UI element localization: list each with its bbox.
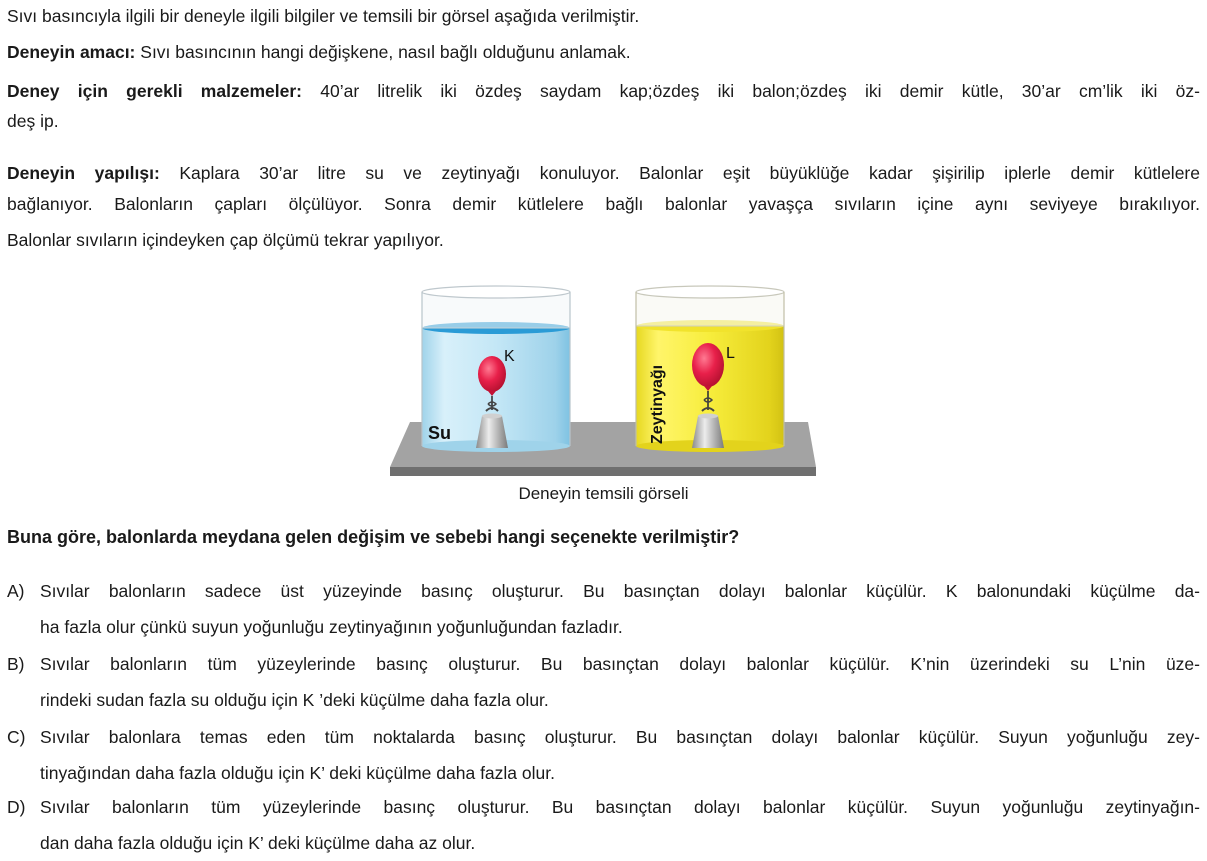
materials-label: Deney için gerekli malzemeler:	[7, 81, 302, 101]
option-c-letter: C)	[7, 727, 26, 747]
option-a-line2: ha fazla olur çünkü suyun yoğunluğu zeytinyağının yoğunluğundan fazladır.	[40, 617, 623, 637]
procedure-text-line1: Kaplara 30’ar litre su ve zeytinyağı konuluyor. Balonlar eşit büyüklüğe kadar şişirilip iplerle demir kütlelere	[179, 163, 1200, 183]
balloon-k	[478, 356, 506, 392]
option-a-line1: Sıvılar balonların sadece üst yüzeyinde basınç oluşturur. Bu basınçtan dolayı balonlar küçülür. K balonundaki küçülme da-	[40, 581, 1200, 601]
label-water: Su	[428, 423, 452, 443]
label-balloon-k: K	[504, 348, 515, 365]
balloon-l	[692, 343, 724, 387]
materials-paragraph	[7, 76, 1200, 136]
intro-text: Sıvı basıncıyla ilgili bir deneyle ilgili bilgiler ve temsili bir görsel aşağıda verilmiştir.	[7, 6, 640, 26]
option-b-line1: Sıvılar balonların tüm yüzeylerinde basınç oluşturur. Bu basınçtan dolayı balonlar küçülür. K’nin üzerindeki su L’nin üze-	[40, 654, 1200, 674]
purpose-label: Deneyin amacı:	[7, 42, 136, 62]
option-d-line2: dan daha fazla olduğu için K’ deki küçülme daha az olur.	[40, 833, 476, 853]
option-c-line1: Sıvılar balonlara temas eden tüm noktalarda basınç oluşturur. Bu basınçtan dolayı balonlar küçülür. Suyun yoğunluğu zey-	[40, 727, 1200, 747]
option-b[interactable]	[7, 646, 1200, 718]
purpose-text: Sıvı basıncının hangi değişkene, nasıl bağlı olduğunu anlamak.	[140, 42, 631, 62]
option-d-line1: Sıvılar balonların tüm yüzeylerinde basınç oluşturur. Bu basınçtan dolayı balonlar küçülür. Suyun yoğunluğu zeytinyağın-	[40, 797, 1200, 817]
procedure-text-line3: Balonlar sıvıların içindeyken çap ölçümü tekrar yapılıyor.	[7, 230, 444, 250]
option-d-letter: D)	[7, 797, 26, 817]
option-c-line2: tinyağından daha fazla olduğu için K’ deki küçülme daha fazla olur.	[40, 763, 555, 783]
experiment-figure	[388, 282, 818, 487]
option-d[interactable]	[7, 789, 1200, 861]
question-text: Buna göre, balonlarda meydana gelen değişim ve sebebi hangi seçenekte verilmiştir?	[7, 527, 740, 547]
procedure-label: Deneyin yapılışı:	[7, 163, 160, 183]
label-balloon-l: L	[726, 345, 735, 362]
option-b-letter: B)	[7, 654, 25, 674]
materials-text-line2: deş ip.	[7, 111, 59, 131]
option-a[interactable]	[7, 573, 1200, 645]
option-a-letter: A)	[7, 581, 25, 601]
label-oil: Zeytinyağı	[649, 364, 666, 444]
figure-caption: Deneyin temsili görseli	[518, 484, 689, 503]
procedure-text-line2: bağlanıyor. Balonların çapları ölçülüyor. Sonra demir kütlelere bağlı balonlar yavaşça sıvıların içine aynı seviyeye bırakılıyor.	[7, 194, 1200, 214]
purpose-paragraph	[7, 37, 631, 67]
option-c[interactable]	[7, 719, 1200, 791]
materials-text-line1: 40’ar litrelik iki özdeş saydam kap;özdeş iki balon;özdeş iki demir kütle, 30’ar cm’lik iki öz-	[320, 81, 1200, 101]
option-b-line2: rindeki sudan fazla su olduğu için K ’deki küçülme daha fazla olur.	[40, 690, 549, 710]
procedure-paragraph	[7, 158, 1200, 256]
